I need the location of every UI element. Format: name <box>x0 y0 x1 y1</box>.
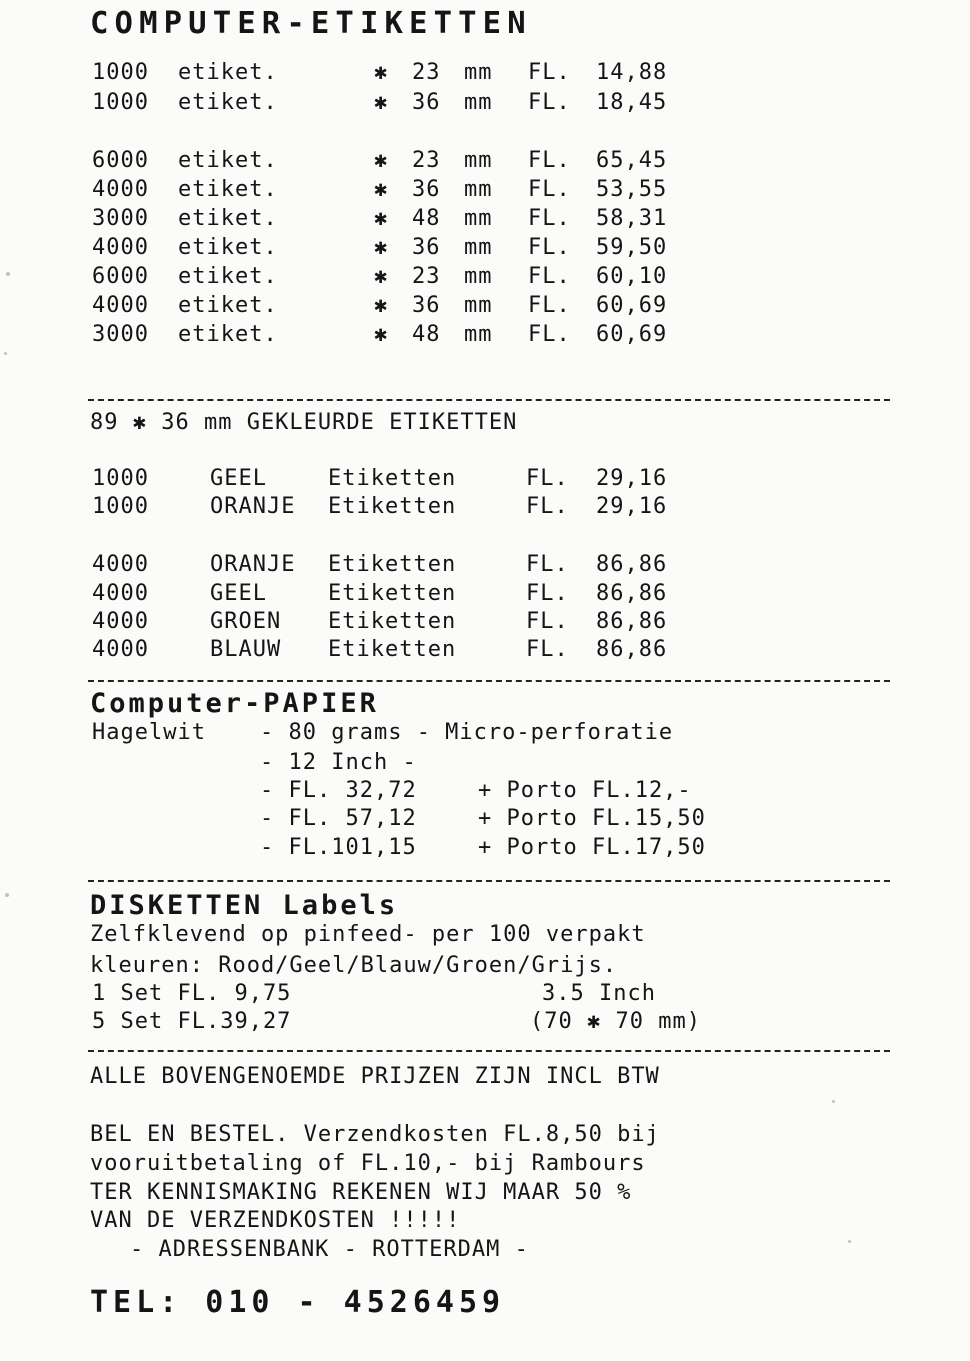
colored-qty: 4000 <box>92 581 149 606</box>
section-divider <box>88 680 890 682</box>
label-times: ✱ <box>374 177 389 202</box>
colored-price: 86,86 <box>596 609 668 634</box>
scan-speck <box>6 272 10 276</box>
label-unit: mm <box>464 148 493 173</box>
label-item: etiket. <box>178 322 278 347</box>
label-currency: FL. <box>528 177 571 202</box>
label-price: 59,50 <box>596 235 668 260</box>
label-currency: FL. <box>528 293 571 318</box>
label-item: etiket. <box>178 60 278 85</box>
colored-currency: FL. <box>526 637 569 662</box>
label-price: 53,55 <box>596 177 668 202</box>
paper-porto: + Porto FL.15,50 <box>478 806 706 831</box>
colored-color: GEEL <box>210 466 267 491</box>
disk-line-2: kleuren: Rood/Geel/Blauw/Groen/Grijs. <box>90 953 618 978</box>
order-line-1: BEL EN BESTEL. Verzendkosten FL.8,50 bij <box>90 1122 660 1147</box>
disk-line-1: Zelfklevend op pinfeed- per 100 verpakt <box>90 922 646 947</box>
disk-set-1: 1 Set FL. 9,75 <box>92 981 292 1006</box>
colored-item: Etiketten <box>328 609 457 634</box>
label-qty: 3000 <box>92 322 149 347</box>
label-height: 36 <box>412 177 441 202</box>
section-divider <box>88 399 890 401</box>
paper-price: - FL. 32,72 <box>260 778 417 803</box>
label-unit: mm <box>464 177 493 202</box>
label-currency: FL. <box>528 322 571 347</box>
label-times: ✱ <box>374 264 389 289</box>
disk-set-2: 5 Set FL.39,27 <box>92 1009 292 1034</box>
label-qty: 6000 <box>92 264 149 289</box>
label-currency: FL. <box>528 235 571 260</box>
colored-price: 29,16 <box>596 494 668 519</box>
label-currency: FL. <box>528 148 571 173</box>
label-unit: mm <box>464 293 493 318</box>
paper-spec-1: - 80 grams - Micro-perforatie <box>260 720 674 745</box>
label-height: 36 <box>412 90 441 115</box>
colored-qty: 4000 <box>92 637 149 662</box>
label-qty: 1000 <box>92 90 149 115</box>
colored-price: 86,86 <box>596 552 668 577</box>
label-qty: 1000 <box>92 60 149 85</box>
label-height: 36 <box>412 235 441 260</box>
colored-currency: FL. <box>526 581 569 606</box>
paper-spec-2: - 12 Inch - <box>260 750 417 775</box>
vat-notice: ALLE BOVENGENOEMDE PRIJZEN ZIJN INCL BTW <box>90 1064 660 1089</box>
company-name: - ADRESSENBANK - ROTTERDAM - <box>130 1237 529 1262</box>
label-item: etiket. <box>178 177 278 202</box>
label-height: 23 <box>412 264 441 289</box>
order-line-3: TER KENNISMAKING REKENEN WIJ MAAR 50 % <box>90 1180 632 1205</box>
colored-currency: FL. <box>526 609 569 634</box>
label-item: etiket. <box>178 235 278 260</box>
colored-price: 86,86 <box>596 637 668 662</box>
label-times: ✱ <box>374 90 389 115</box>
label-height: 36 <box>412 293 441 318</box>
colored-currency: FL. <box>526 494 569 519</box>
colored-qty: 4000 <box>92 552 149 577</box>
colored-color: BLAUW <box>210 637 282 662</box>
label-price: 58,31 <box>596 206 668 231</box>
label-item: etiket. <box>178 148 278 173</box>
colored-price: 29,16 <box>596 466 668 491</box>
scan-speck <box>848 1240 851 1243</box>
colored-item: Etiketten <box>328 466 457 491</box>
label-currency: FL. <box>528 60 571 85</box>
disk-size-2: (70 ✱ 70 mm) <box>530 1009 701 1034</box>
label-times: ✱ <box>374 293 389 318</box>
colored-price: 86,86 <box>596 581 668 606</box>
paper-spec-label: Hagelwit <box>92 720 206 745</box>
colored-color: ORANJE <box>210 494 296 519</box>
paper-price: - FL.101,15 <box>260 835 417 860</box>
page-title: COMPUTER-ETIKETTEN <box>90 6 532 41</box>
label-qty: 3000 <box>92 206 149 231</box>
scan-speck <box>5 893 9 897</box>
colored-item: Etiketten <box>328 637 457 662</box>
label-qty: 4000 <box>92 235 149 260</box>
colored-item: Etiketten <box>328 581 457 606</box>
label-price: 60,10 <box>596 264 668 289</box>
colored-labels-heading: 89 ✱ 36 mm GEKLEURDE ETIKETTEN <box>90 410 518 435</box>
label-times: ✱ <box>374 235 389 260</box>
disk-size-1: 3.5 Inch <box>542 981 656 1006</box>
label-unit: mm <box>464 235 493 260</box>
label-times: ✱ <box>374 322 389 347</box>
label-height: 23 <box>412 148 441 173</box>
label-unit: mm <box>464 90 493 115</box>
label-qty: 4000 <box>92 177 149 202</box>
paper-porto: + Porto FL.12,- <box>478 778 692 803</box>
colored-item: Etiketten <box>328 494 457 519</box>
label-item: etiket. <box>178 264 278 289</box>
disk-heading: DISKETTEN Labels <box>90 890 399 921</box>
label-times: ✱ <box>374 148 389 173</box>
label-price: 60,69 <box>596 293 668 318</box>
label-times: ✱ <box>374 60 389 85</box>
label-currency: FL. <box>528 264 571 289</box>
order-line-4: VAN DE VERZENDKOSTEN !!!!! <box>90 1208 461 1233</box>
colored-item: Etiketten <box>328 552 457 577</box>
label-item: etiket. <box>178 90 278 115</box>
label-item: etiket. <box>178 206 278 231</box>
paper-price: - FL. 57,12 <box>260 806 417 831</box>
label-unit: mm <box>464 322 493 347</box>
label-price: 18,45 <box>596 90 668 115</box>
colored-qty: 1000 <box>92 494 149 519</box>
order-line-2: vooruitbetaling of FL.10,- bij Rambours <box>90 1151 646 1176</box>
colored-color: GROEN <box>210 609 282 634</box>
label-qty: 4000 <box>92 293 149 318</box>
paper-porto: + Porto FL.17,50 <box>478 835 706 860</box>
label-currency: FL. <box>528 90 571 115</box>
paper-heading: Computer-PAPIER <box>90 688 379 719</box>
colored-color: GEEL <box>210 581 267 606</box>
scan-speck <box>4 352 7 355</box>
label-price: 65,45 <box>596 148 668 173</box>
label-times: ✱ <box>374 206 389 231</box>
label-price: 14,88 <box>596 60 668 85</box>
label-qty: 6000 <box>92 148 149 173</box>
label-height: 48 <box>412 322 441 347</box>
colored-qty: 4000 <box>92 609 149 634</box>
label-unit: mm <box>464 264 493 289</box>
scan-speck <box>832 1100 835 1103</box>
label-price: 60,69 <box>596 322 668 347</box>
label-height: 23 <box>412 60 441 85</box>
label-unit: mm <box>464 206 493 231</box>
colored-currency: FL. <box>526 552 569 577</box>
label-unit: mm <box>464 60 493 85</box>
section-divider <box>88 880 890 882</box>
phone-number: TEL: 010 - 4526459 <box>90 1285 506 1320</box>
colored-qty: 1000 <box>92 466 149 491</box>
label-height: 48 <box>412 206 441 231</box>
label-item: etiket. <box>178 293 278 318</box>
section-divider <box>88 1050 890 1052</box>
colored-color: ORANJE <box>210 552 296 577</box>
colored-currency: FL. <box>526 466 569 491</box>
label-currency: FL. <box>528 206 571 231</box>
